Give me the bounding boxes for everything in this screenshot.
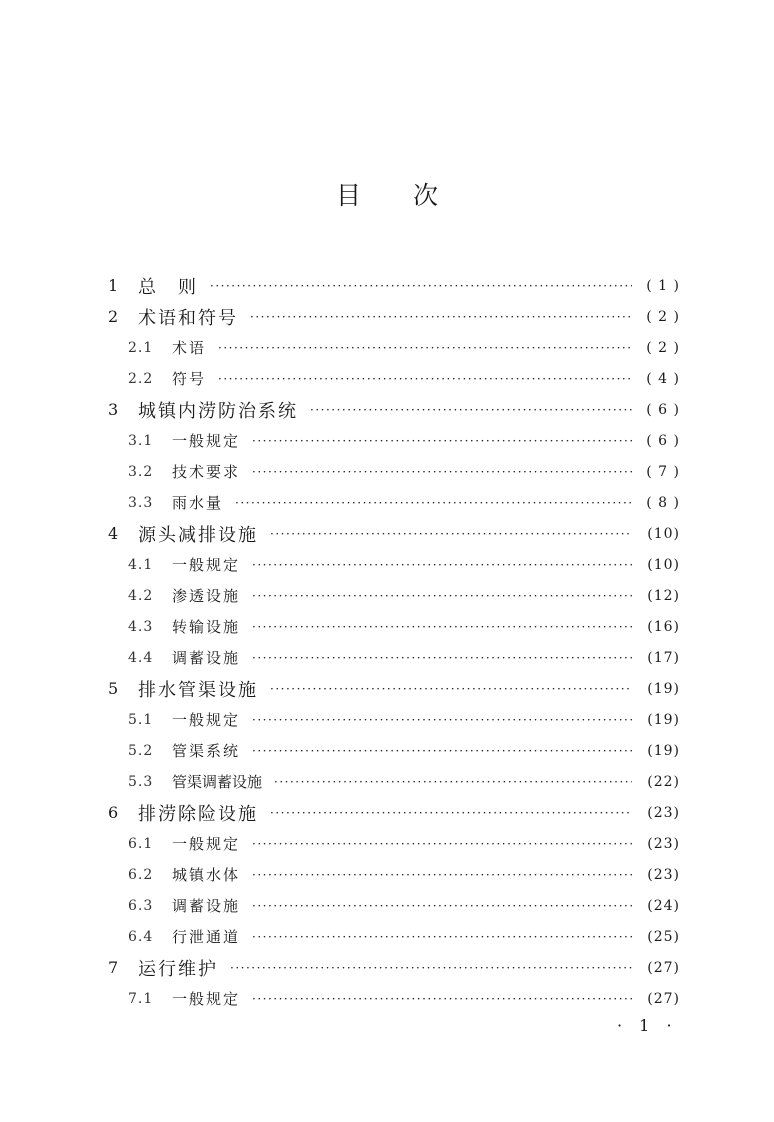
toc-entry-number: 5.3 <box>128 773 154 790</box>
toc-entry-title: 管渠调蓄设施 <box>172 773 263 791</box>
toc-entry-title: 技术要求 <box>172 463 241 481</box>
toc-entry-number: 2.2 <box>128 370 154 387</box>
toc-entry-title: 一般规定 <box>172 432 241 450</box>
toc-section-entry[interactable] <box>108 425 680 456</box>
toc-leader-dots <box>252 837 632 851</box>
toc-leader-dots <box>252 868 632 882</box>
toc-entry-title: 调蓄设施 <box>172 897 241 915</box>
toc-leader-dots <box>274 775 632 789</box>
toc-leader-dots <box>252 651 632 665</box>
toc-entry-title: 调蓄设施 <box>172 649 241 667</box>
toc-leader-dots <box>252 434 632 448</box>
toc-entry-page: ( 4 ) <box>646 370 680 387</box>
toc-section-entry[interactable] <box>108 983 680 1014</box>
toc-entry-title: 管渠系统 <box>172 742 241 760</box>
toc-entry-page: (23) <box>647 866 680 883</box>
toc-entry-number: 7 <box>108 958 119 977</box>
toc-entry-page: (22) <box>647 773 680 790</box>
toc-entry-page: (23) <box>647 804 680 821</box>
toc-chapter-entry[interactable] <box>108 270 680 301</box>
toc-section-entry[interactable] <box>108 735 680 766</box>
toc-leader-dots <box>270 527 632 541</box>
toc-leader-dots <box>250 310 632 324</box>
toc-section-entry[interactable] <box>108 549 680 580</box>
toc-section-entry[interactable] <box>108 611 680 642</box>
toc-entry-number: 5.1 <box>128 711 154 728</box>
toc-entry-page: (10) <box>647 556 680 573</box>
toc-leader-dots <box>252 930 632 944</box>
toc-leader-dots <box>252 589 632 603</box>
toc-leader-dots <box>235 496 632 510</box>
toc-entry-title: 总 则 <box>138 276 198 298</box>
toc-entry-number: 3 <box>108 400 119 419</box>
toc-entry-page: (25) <box>647 928 680 945</box>
toc-leader-dots <box>252 713 632 727</box>
toc-entry-title: 一般规定 <box>172 835 241 853</box>
toc-leader-dots <box>252 899 632 913</box>
toc-leader-dots <box>252 620 632 634</box>
toc-entry-number: 3.1 <box>128 432 154 449</box>
toc-entry-title: 术语和符号 <box>138 307 238 329</box>
toc-section-entry[interactable] <box>108 859 680 890</box>
toc-entry-page: (23) <box>647 835 680 852</box>
toc-chapter-entry[interactable] <box>108 797 680 828</box>
toc-entry-number: 6.3 <box>128 897 154 914</box>
toc-entry-number: 7.1 <box>128 990 154 1007</box>
toc-entry-page: ( 2 ) <box>646 308 680 325</box>
toc-entry-page: (27) <box>647 990 680 1007</box>
toc-entry-number: 2 <box>108 307 119 326</box>
toc-entry-page: ( 6 ) <box>646 401 680 418</box>
toc-entry-number: 5 <box>108 679 119 698</box>
toc-entry-title: 源头减排设施 <box>138 524 258 546</box>
toc-section-entry[interactable] <box>108 704 680 735</box>
toc-entry-page: (19) <box>647 680 680 697</box>
toc-entry-page: ( 8 ) <box>646 494 680 511</box>
toc-leader-dots <box>270 682 632 696</box>
page-title-right: 次 <box>413 181 439 210</box>
toc-entry-title: 一般规定 <box>172 556 241 574</box>
toc-entry-number: 1 <box>108 276 119 295</box>
toc-entry-page: ( 1 ) <box>646 277 680 294</box>
toc-entry-number: 3.3 <box>128 494 154 511</box>
toc-entry-page: (17) <box>647 649 680 666</box>
toc-entry-title: 一般规定 <box>172 711 241 729</box>
toc-entry-title: 术语 <box>172 339 207 357</box>
toc-entry-page: (19) <box>647 711 680 728</box>
toc-section-entry[interactable] <box>108 642 680 673</box>
toc-entry-title: 符号 <box>172 370 207 388</box>
toc-section-entry[interactable] <box>108 828 680 859</box>
toc-leader-dots <box>230 961 632 975</box>
toc-section-entry[interactable] <box>108 456 680 487</box>
toc-leader-dots <box>218 341 632 355</box>
toc-leader-dots <box>252 465 632 479</box>
toc-entry-number: 2.1 <box>128 339 154 356</box>
toc-leader-dots <box>270 806 632 820</box>
toc-section-entry[interactable] <box>108 921 680 952</box>
toc-leader-dots <box>218 372 632 386</box>
table-of-contents <box>108 270 680 1014</box>
toc-chapter-entry[interactable] <box>108 518 680 549</box>
toc-leader-dots <box>310 403 632 417</box>
toc-entry-page: (27) <box>647 959 680 976</box>
toc-entry-number: 4 <box>108 524 119 543</box>
toc-chapter-entry[interactable] <box>108 952 680 983</box>
toc-leader-dots <box>252 992 632 1006</box>
page-title <box>0 176 774 212</box>
toc-chapter-entry[interactable] <box>108 673 680 704</box>
toc-entry-page: ( 6 ) <box>646 432 680 449</box>
toc-entry-page: (16) <box>647 618 680 635</box>
toc-section-entry[interactable] <box>108 487 680 518</box>
page-number: · 1 · <box>617 1016 678 1035</box>
toc-entry-title: 渗透设施 <box>172 587 241 605</box>
toc-leader-dots <box>210 279 632 293</box>
toc-entry-number: 4.4 <box>128 649 154 666</box>
toc-entry-number: 6.4 <box>128 928 154 945</box>
toc-entry-page: (12) <box>647 587 680 604</box>
toc-entry-page: (19) <box>647 742 680 759</box>
toc-section-entry[interactable] <box>108 363 680 394</box>
toc-section-entry[interactable] <box>108 580 680 611</box>
toc-chapter-entry[interactable] <box>108 394 680 425</box>
toc-entry-number: 4.3 <box>128 618 154 635</box>
toc-section-entry[interactable] <box>108 766 680 797</box>
toc-entry-title: 行泄通道 <box>172 928 241 946</box>
toc-entry-number: 4.2 <box>128 587 154 604</box>
toc-chapter-entry[interactable] <box>108 301 680 332</box>
toc-entry-number: 3.2 <box>128 463 154 480</box>
toc-section-entry[interactable] <box>108 890 680 921</box>
toc-entry-title: 排水管渠设施 <box>138 679 258 701</box>
toc-entry-page: ( 7 ) <box>646 463 680 480</box>
toc-entry-number: 6.1 <box>128 835 154 852</box>
toc-entry-page: (10) <box>647 525 680 542</box>
toc-entry-number: 5.2 <box>128 742 154 759</box>
page-title-left: 目 <box>335 181 361 210</box>
toc-entry-title: 一般规定 <box>172 990 241 1008</box>
toc-entry-number: 6 <box>108 803 119 822</box>
toc-entry-page: ( 2 ) <box>646 339 680 356</box>
toc-entry-title: 城镇水体 <box>172 866 241 884</box>
toc-leader-dots <box>252 558 632 572</box>
toc-entry-number: 4.1 <box>128 556 154 573</box>
toc-leader-dots <box>252 744 632 758</box>
toc-entry-title: 城镇内涝防治系统 <box>138 400 298 422</box>
toc-section-entry[interactable] <box>108 332 680 363</box>
toc-entry-number: 6.2 <box>128 866 154 883</box>
toc-entry-title: 转输设施 <box>172 618 241 636</box>
toc-entry-page: (24) <box>647 897 680 914</box>
toc-entry-title: 雨水量 <box>172 494 224 512</box>
toc-entry-title: 排涝除险设施 <box>138 803 258 825</box>
toc-entry-title: 运行维护 <box>138 958 218 980</box>
